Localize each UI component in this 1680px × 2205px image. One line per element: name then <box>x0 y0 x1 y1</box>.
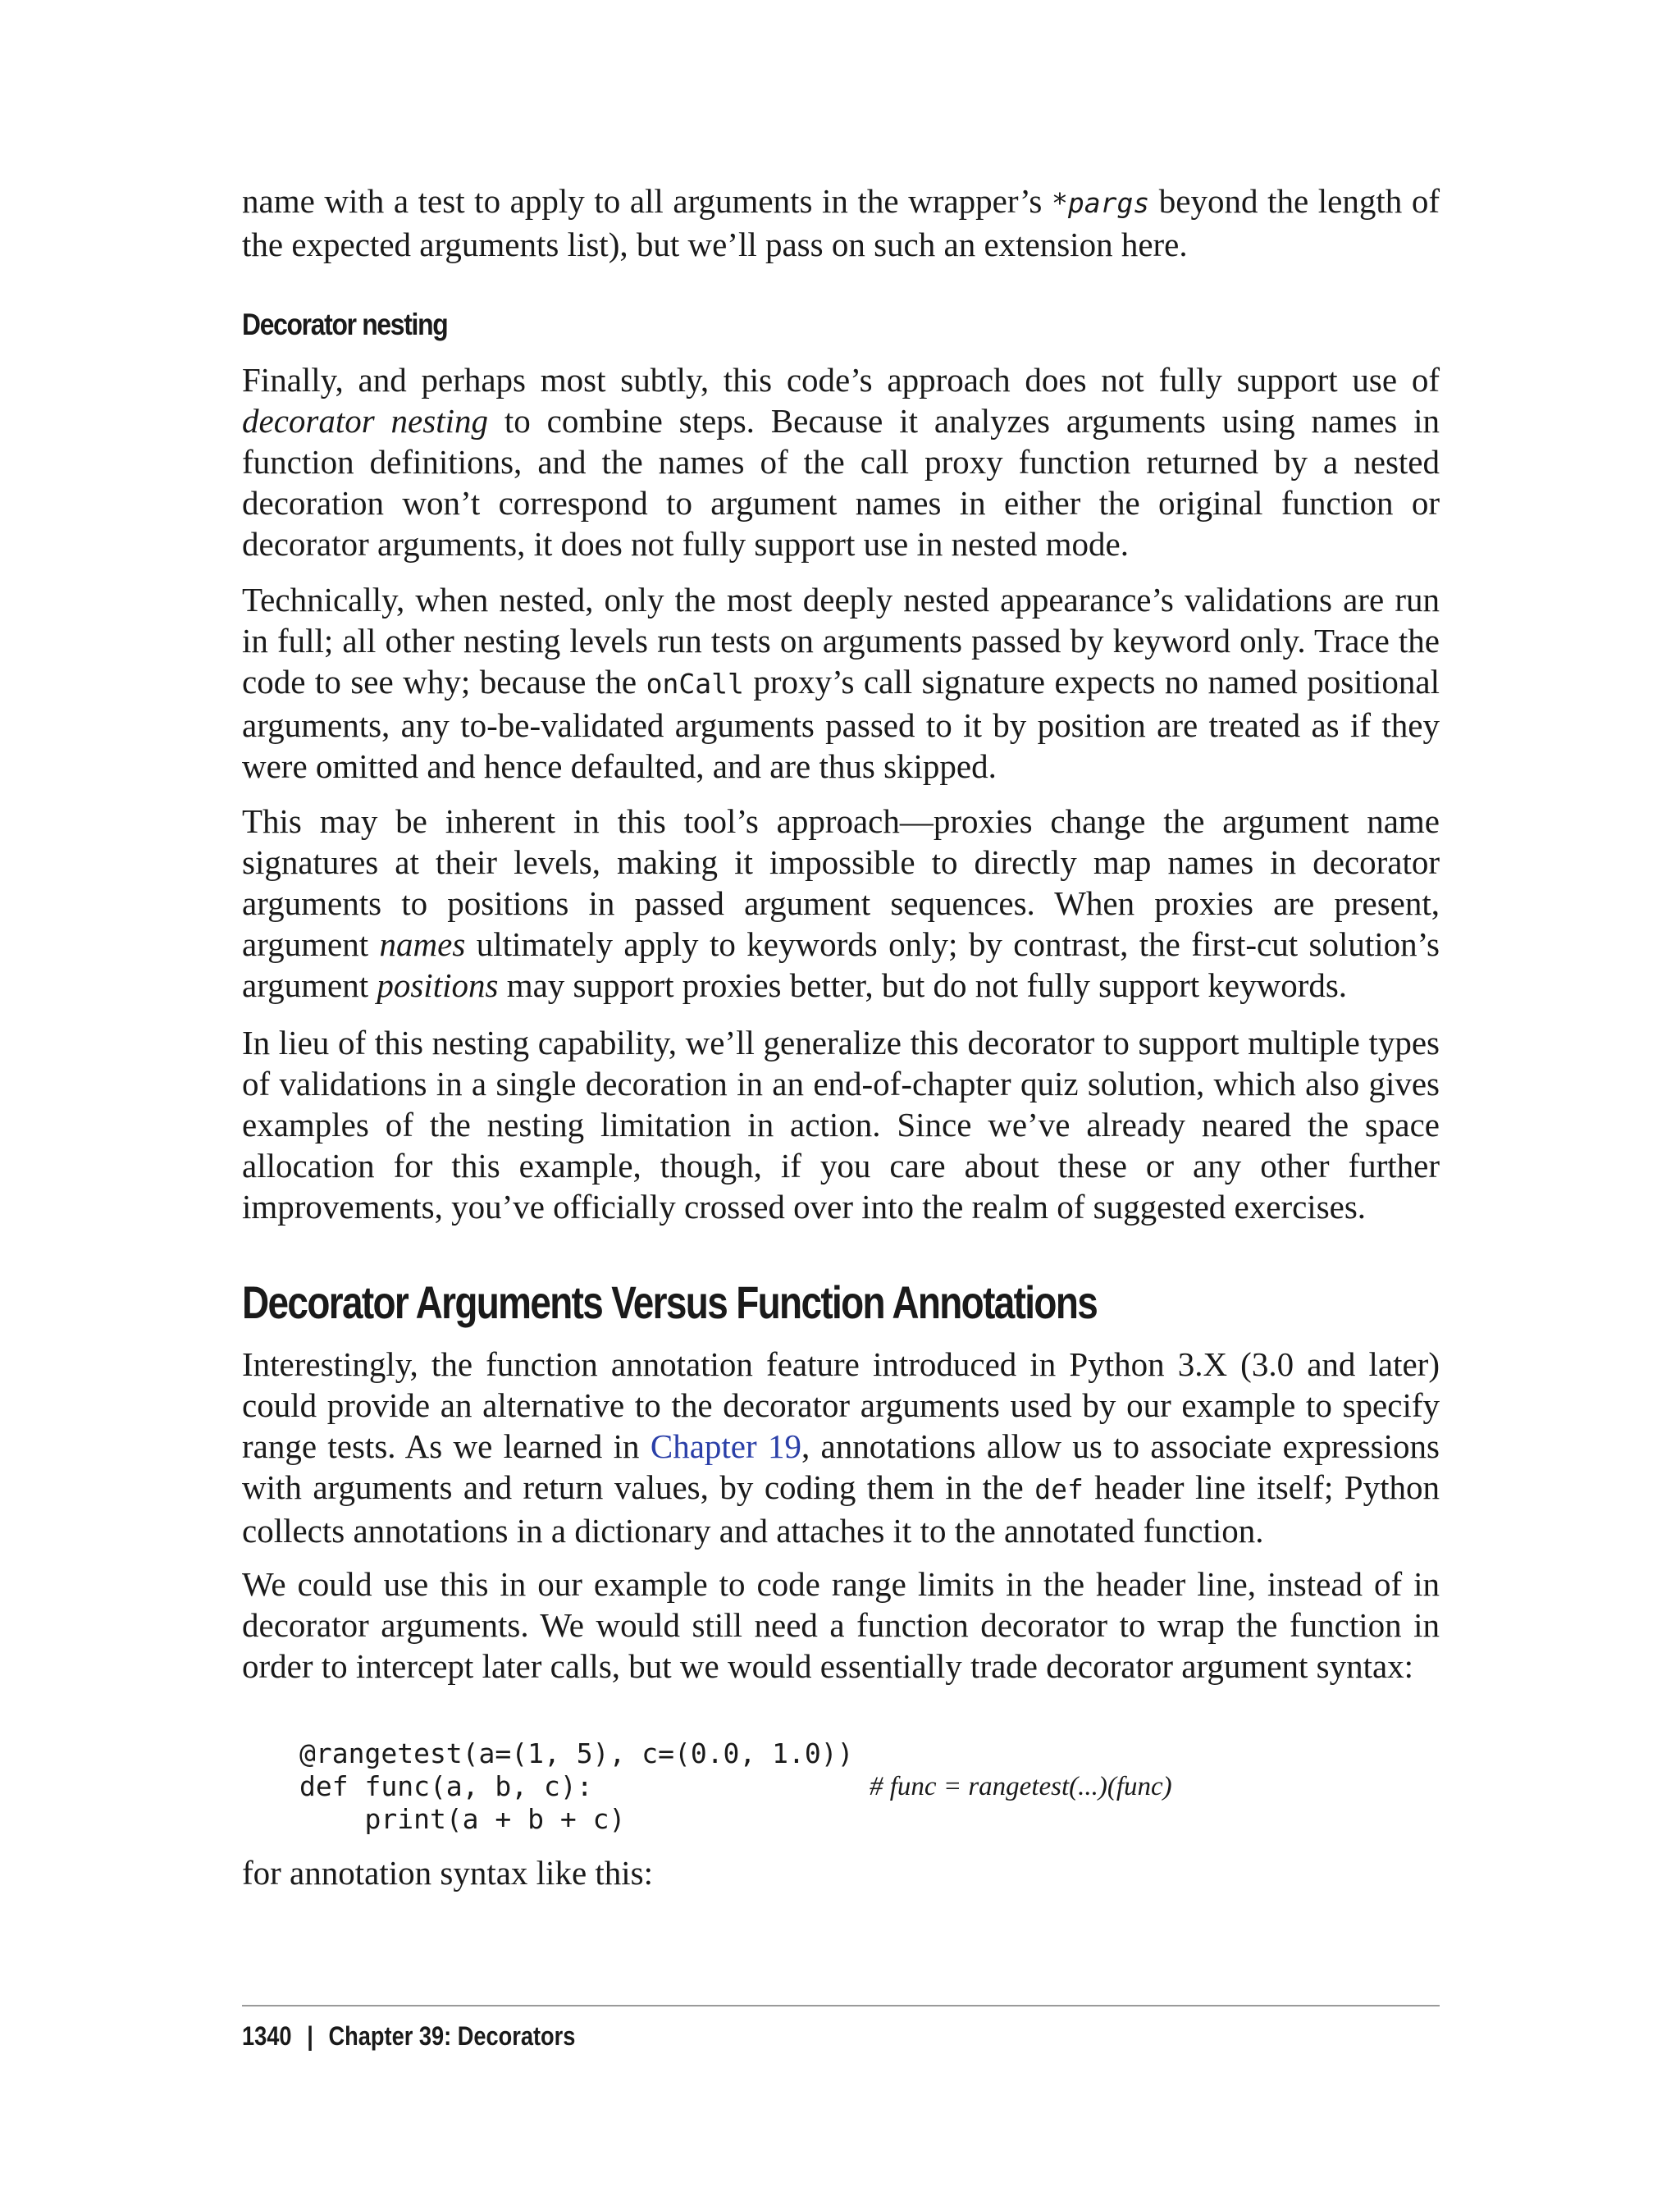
section-heading-annotations: Decorator Arguments Versus Function Annotations <box>242 1276 1098 1328</box>
nesting-paragraph-4: In lieu of this nesting capability, we’ll generalize this decorator to support multiple types of validations in a single decoration in an end-of-chapter quiz solution, which also gives examples of the nesting limitation in action. Since we’ve already neared the space allocation for this example, though, if you care about these or any other further improvements, you’ve officially crossed over into the realm of suggested exercises. <box>242 1024 1440 1226</box>
subsection-heading-decorator-nesting: Decorator nesting <box>242 308 448 341</box>
emphasis-names: names <box>379 925 466 963</box>
intro-text: name with a test to apply to all arguments in the wrapper’s *pargs beyond the length of the expected arguments list), but we’ll pass on such an extension here. <box>242 182 1440 263</box>
emphasis-decorator-nesting: decorator nesting <box>242 402 488 440</box>
nesting-paragraph-2: Technically, when nested, only the most deeply nested appearance’s validations are run in full; all other nesting levels run tests on arguments passed by keyword only. Trace the code to see why; because the onCall proxy’s call signature expects no named positional arguments, any to-be-validated arguments passed to it by position are treated as if they were omitted and hence defaulted, and are thus skipped. <box>242 581 1440 785</box>
nesting-paragraph-3: This may be inherent in this tool’s approach—proxies change the argument name signatures at their levels, making it impossible to directly map names in decorator arguments to positions in passed argument sequences. When proxies are present, argument names ultimately apply to keywords only; by contrast, the first-cut solution’s argument positions may support proxies better, but do not fully support keywords. <box>242 802 1440 1004</box>
nesting-paragraph-1: Finally, and perhaps most subtly, this code’s approach does not fully support use of decorator nesting to combine steps. Because it analyzes arguments using names in function definitions, and the names of the call proxy function returned by a nested decoration won’t correspond to argument names in either the original function or decorator arguments, it does not fully support use in nested mode. <box>242 361 1440 563</box>
intro-paragraph <box>242 180 1440 265</box>
inline-code-oncall: onCall <box>646 668 744 700</box>
page-number: 1340 <box>242 2021 292 2051</box>
annotations-paragraph-1: Interestingly, the function annotation feature introduced in Python 3.X (3.0 and later) could provide an alternative to the decorator arguments used by our example to specify range tests. As we learned in Chapter 19, annotations allow us to associate expressions with arguments and return values, by coding them in the def header line itself; Python collects annotations in a dictionary and attaches it to the annotated function. <box>242 1345 1440 1550</box>
section-heading-wrap <box>242 1276 1440 1329</box>
emphasis-positions: positions <box>377 966 499 1004</box>
annotations-paragraph-2: We could use this in our example to code range limits in the header line, instead of in decorator arguments. We would still need a function decorator to wrap the function in order to intercept later calls, but we would essentially trade decorator argument syntax: <box>242 1565 1440 1685</box>
annotations-paragraph-3: for annotation syntax like this: <box>242 1854 654 1892</box>
code-line-1: @rangetest(a=(1, 5), c=(0.0, 1.0)) <box>299 1737 854 1769</box>
inline-code-def: def <box>1034 1473 1084 1505</box>
chapter-19-link[interactable]: Chapter 19 <box>650 1427 801 1465</box>
code-line-3: print(a + b + c) <box>299 1803 626 1835</box>
chapter-title: Chapter 39: Decorators <box>328 2021 576 2051</box>
code-line-2: def func(a, b, c): <box>299 1770 593 1802</box>
code-comment: # func = rangetest(...)(func) <box>870 1772 1172 1801</box>
page-footer <box>242 2020 575 2052</box>
footer-separator: | <box>307 2021 313 2051</box>
subsection-heading-wrap <box>242 307 1440 343</box>
inline-code-pargs: *pargs <box>1051 187 1150 219</box>
footer-rule <box>242 2005 1440 2006</box>
